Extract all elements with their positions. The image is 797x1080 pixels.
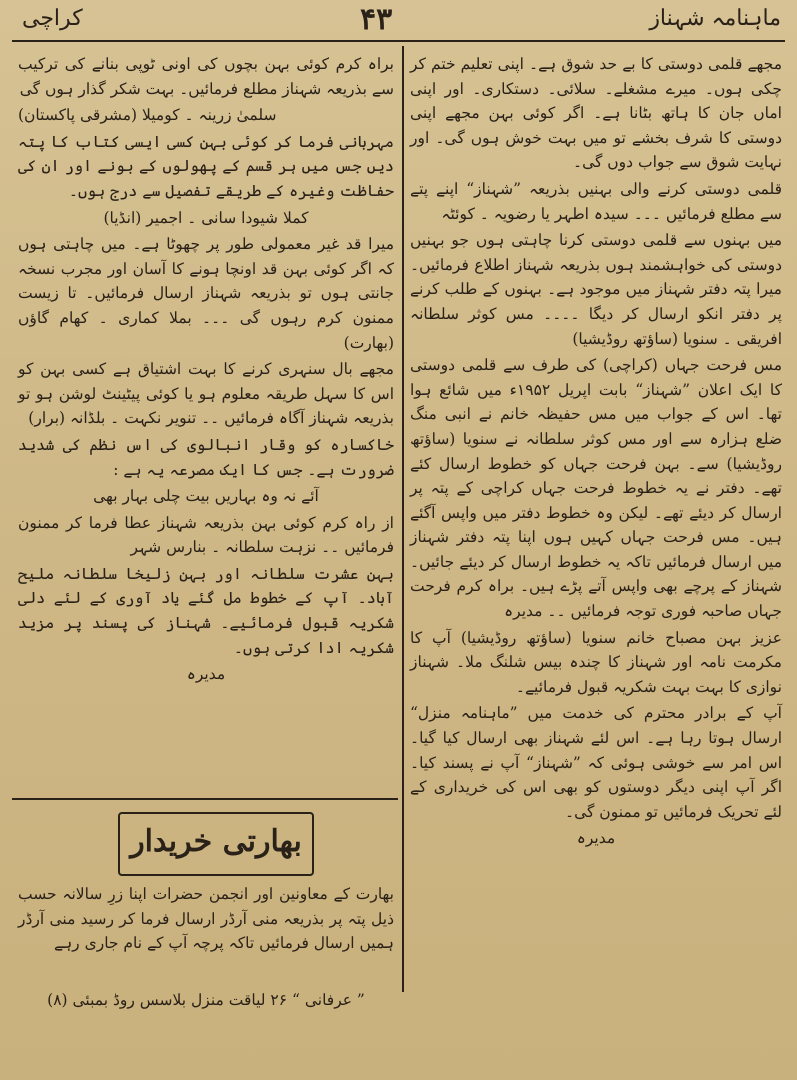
column-divider [402,46,404,992]
letter-paragraph: از راہ کرم کوئی بہن بذریعہ شہناز عطا فرما کر ممنون فرمائیں ۔۔ نزہت سلطانہ ۔ بنارس شہر [18,513,394,557]
notice-title-box [118,812,314,876]
letter-paragraph: قلمی دوستی کرنے والی بہنیں بذریعہ ”شہناز“ اپنے پتے سے مطلع فرمائیں ۔۔۔ سیدہ اطہر یا رضویہ ۔ کوئٹہ [410,179,782,223]
letter-paragraph: مس فرحت جہاں (کراچی) کی طرف سے قلمی دوستی کا ایک اعلان ”شہناز“ بابت اپریل ۱۹۵۲ء میں شائع ہوا تھا۔ اس کے جواب میں مس حفیظہ خانم نے انبی منگ ضلع ہزارہ سے اور مس کوثر سلطانہ نے سنویا (ساؤتھ روڈیشیا) سے۔ بہن فرحت جہاں کو خطوط ارسال کئے تھے۔ دفتر نے یہ خطوط فرحت جہاں کراچی کے پتہ پر ارسال کر دیئے تھے۔ لیکن وہ خطوط دفتر میں واپس آگئے ہیں۔ مس فرحت جہاں کہیں ہوں اپنا پتہ دفتر شہناز میں ارسال فرمائیں تاکہ یہ خطوط ارسال کر دیئے جائیں۔ شہناز کے پرچے بھی واپس آتے پڑے ہیں۔ براہ کرم فرحت جہاں صاحبہ فوری توجہ فرمائیں ۔۔ مدیرہ [410,356,782,621]
poem-verse: آئے نہ وہ بہاریں بیت چلی بہار بھی [93,487,319,506]
right-column [410,52,782,853]
letter-paragraph: بہن عشرت سلطانہ اور بہن زلیخا سلطانہ ملیح آباد۔ آپ کے خطوط مل گئے یاد آوری کے لئے دلی شکریہ قبول فرمائیے۔ شہناز کی پسند پر مزید شکریہ ادا کرتی ہوں۔ [18,564,394,657]
page-number: ۴۳ [360,2,393,37]
page-header [0,0,797,42]
letter-paragraph: مہربانی فرما کر کوئی بہن کسی ایسی کتاب کا پتہ دیں جس میں ہر قسم کے پھولوں کے بونے اور ان کی حفاظت وغیرہ کے طریقے تفصیل سے درج ہوں۔ [18,132,394,200]
editor-signature: مدیرہ [186,665,226,684]
subscriber-notice [18,882,394,956]
letter-paragraph: آپ کے برادر محترم کی خدمت میں ”ماہنامہ منزل“ ارسال ہوتا رہا ہے۔ اس لئے شہناز بھی ارسال کیا گیا۔ اس امر سے خوشی ہوئی کہ ”شہناز“ آپ نے پسند کیا۔ اگر آپ اپنی دیگر دوستوں کو بھی اس کی خریداری کے لئے تحریک فرمائیں تو ممنون گی۔ [410,704,782,821]
notice-address: ” عرفانی “ ۲۶ لیاقت منزل بلاسس روڈ بمبئی (۸) [47,991,365,1009]
letter-signature: کملا شیودا سانی ۔ اجمیر (انڈیا) [103,208,309,227]
section-rule [12,798,398,800]
letter-paragraph: میرا قد غیر معمولی طور پر چھوٹا ہے۔ میں چاہتی ہوں کہ اگر کوئی بہن قد اونچا ہونے کا آسان اور مجرب نسخہ جانتی ہوں تو بذریعہ شہناز ارسال فرمائیں۔ تا زیست ممنون کرم رہوں گی ۔۔۔ بملا کماری ۔ کھام گاؤں (بھارت) [18,235,394,352]
letter-paragraph: عزیز بہن مصباح خانم سنویا (ساؤتھ روڈیشیا) آپ کا مکرمت نامہ اور شہناز کا چندہ بیس شلنگ ملا۔ شہناز نوازی کا بہت بہت شکریہ قبول فرمائیے۔ [410,628,782,696]
letter-paragraph: مجھے بال سنہری کرنے کا بہت اشتیاق ہے کسی بہن کو اس کا سہل طریقہ معلوم ہو یا کوئی پیٹینٹ لوشن ہو تو بذریعہ شہناز آگاہ فرمائیں ۔۔ تنویر نکہت ۔ بلڈانہ (برار) [18,360,394,428]
header-city: کراچی [22,6,83,31]
editor-signature: مدیرہ [576,829,616,848]
letter-paragraph: مجھے قلمی دوستی کا بے حد شوق ہے۔ اپنی تعلیم ختم کر چکی ہوں۔ میرے مشغلے۔ سلائی۔ دستکاری۔ اور اپنی اماں جان کا ہاتھ بٹانا ہے۔ اگر کوئی بہن مجھے اپنی دوستی کا شرف بخشے تو میں بہت خوش ہوں گی۔ اور نہایت شوق سے جواب دوں گی۔ [410,55,782,172]
letter-paragraph: میں بہنوں سے قلمی دوستی کرنا چاہتی ہوں جو بہنیں دوستی کی خواہشمند ہوں بذریعہ شہناز اطلاع فرمائیں۔ میرا پتہ دفتر شہناز میں موجود ہے۔ بہنوں کے طلب کرنے پر دفتر انکو ارسال کر دیگا ۔۔۔۔ مس کوثر سلطانہ افریقی ۔ سنویا (ساؤتھ روڈیشیا) [410,231,782,348]
header-rule [12,40,785,42]
notice-text: بھارت کے معاونین اور انجمن حضرات اپنا زرِ سالانہ حسب ذیل پتہ پر بذریعہ منی آرڈر ارسال فرما کر رسید منی آرڈر ہمیں ارسال فرمائیں تاکہ پرچہ آپ کے نام جاری رہے [18,885,394,953]
magazine-title: ماہنامہ شہناز [649,6,781,31]
letter-paragraph: براہ کرم کوئی بہن بچوں کی اونی ٹوپی بنانے کی ترکیب سے بذریعہ شہناز مطلع فرمائیں۔ بہت شکر گذار ہوں گی [18,55,394,98]
notice-title: بھارتی خریدار [130,824,302,859]
left-column [18,52,394,689]
letter-signature: سلمیٰ زرینہ ۔ کومیلا (مشرقی پاکستان) [18,106,277,125]
letter-paragraph: خاکسارہ کو وقار انبالوی کی اس نظم کی شدید ضرورت ہے۔ جس کا ایک مصرعہ یہ ہے : [18,435,394,479]
